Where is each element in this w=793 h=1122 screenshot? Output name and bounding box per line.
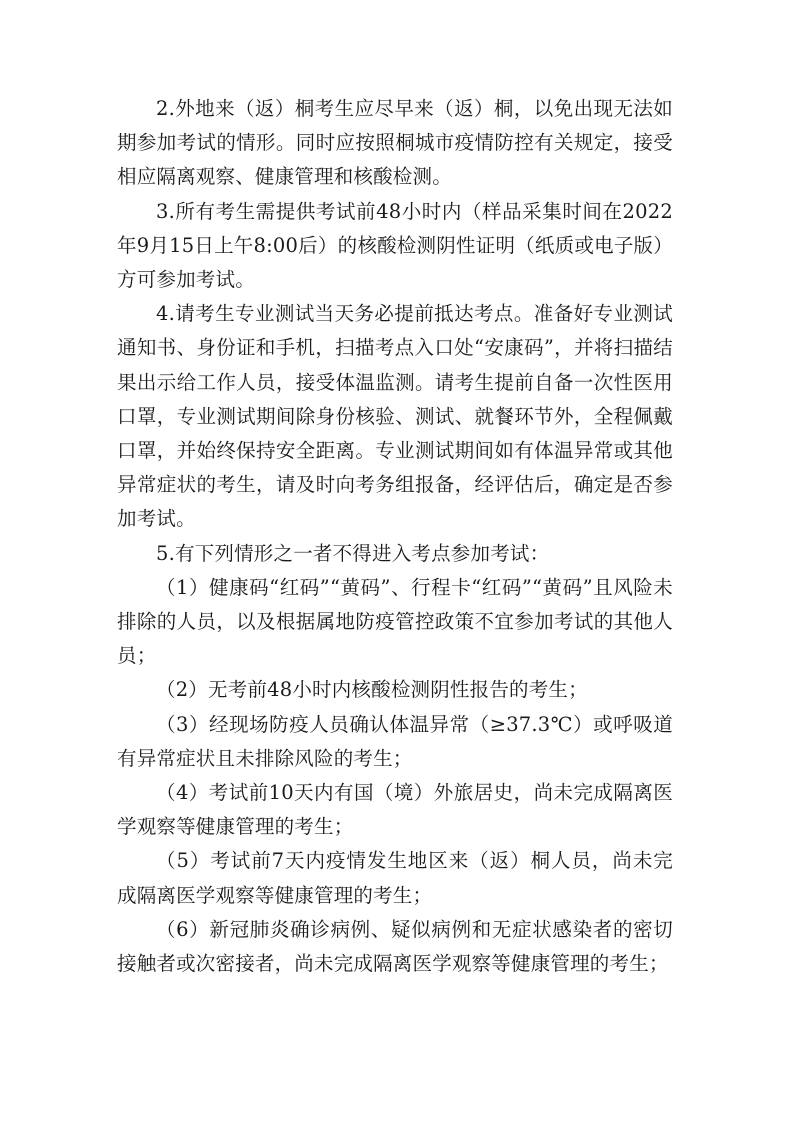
paragraph-item-2: 2.外地来（返）桐考生应尽早来（返）桐，以免出现无法如期参加考试的情形。同时应按照桐城市疫情防控有关规定，接受相应隔离观察、健康管理和核酸检测。 xyxy=(117,97,673,189)
document-body xyxy=(117,92,673,981)
sub-item-3: （3）经现场防疫人员确认体温异常（≥37.3℃）或呼吸道有异常症状且未排除风险的考生； xyxy=(117,712,673,770)
sub-item-5: （5）考试前7天内疫情发生地区来（返）桐人员，尚未完成隔离医学观察等健康管理的考生； xyxy=(117,849,673,907)
sub-item-4: （4）考试前10天内有国（境）外旅居史，尚未完成隔离医学观察等健康管理的考生； xyxy=(117,781,673,839)
paragraph-item-4: 4.请考生专业测试当天务必提前抵达考点。准备好专业测试通知书、身份证和手机，扫描考点入口处“安康码”，并将扫描结果出示给工作人员，接受体温监测。请考生提前自备一次性医用口罩，专业测试期间除身份核验、测试、就餐环节外，全程佩戴口罩，并始终保持安全距离。专业测试期间如有体温异常或其他异常症状的考生，请及时向考务组报备，经评估后，确定是否参加考试。 xyxy=(117,302,673,531)
sub-item-1: （1）健康码“红码”“黄码”、行程卡“红码”“黄码”且风险未排除的人员，以及根据属地防疫管控政策不宜参加考试的其他人员； xyxy=(117,575,673,668)
sub-item-6: （6）新冠肺炎确诊病例、疑似病例和无症状感染者的密切接触者或次密接者，尚未完成隔离医学观察等健康管理的考生； xyxy=(117,917,673,976)
paragraph-item-3: 3.所有考生需提供考试前48小时内（样品采集时间在2022年9月15日上午8:00后）的核酸检测阴性证明（纸质或电子版）方可参加考试。 xyxy=(117,199,673,292)
sub-item-2: （2）无考前48小时内核酸检测阴性报告的考生； xyxy=(156,678,588,702)
paragraph-item-5: 5.有下列情形之一者不得进入考点参加考试： xyxy=(156,541,550,565)
